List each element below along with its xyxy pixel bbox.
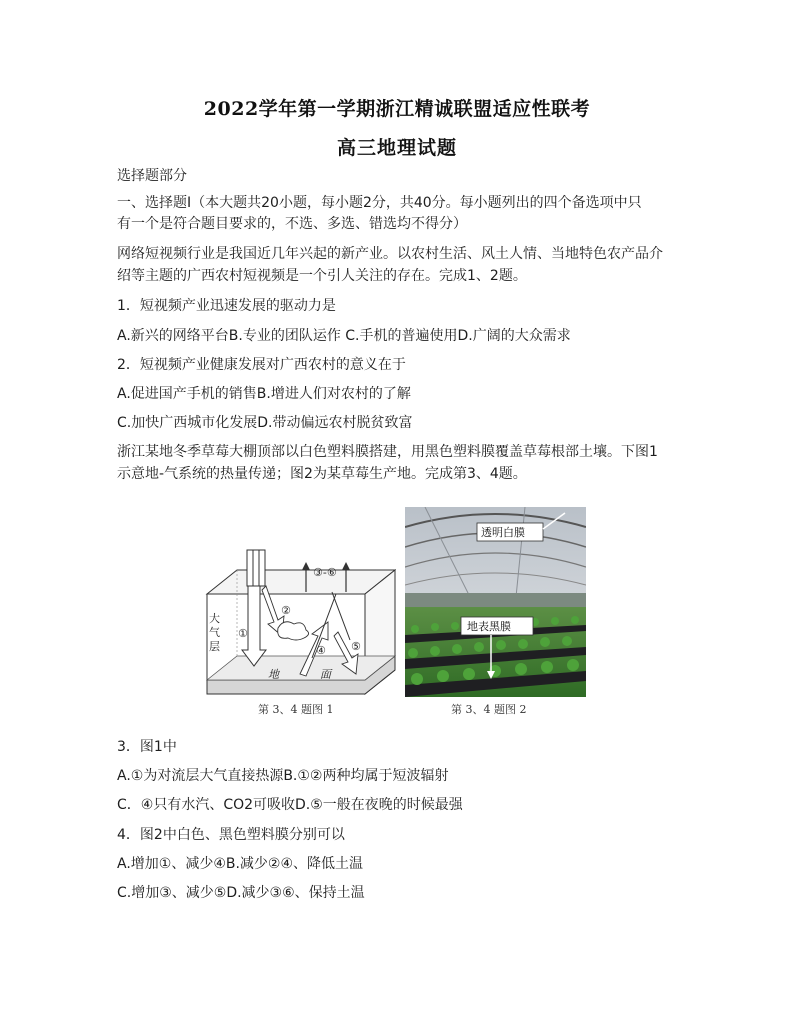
passage1-line2: 绍等主题的广西农村短视频是一个引人关注的存在。完成1、2题。 [117, 268, 527, 284]
figure-2-caption: 第 3、4 题图 2 [451, 703, 527, 716]
question-3-options-line2: C．④只有水汽、CO2可吸收D.⑤一般在夜晚的时候最强 [117, 797, 463, 813]
section-intro-line1: 一、选择题Ⅰ（本大题共20小题，每小题2分，共40分。每小题列出的四个备选项中只 [117, 195, 642, 211]
atmosphere-label-char-3: 层 [209, 640, 220, 653]
section-intro-line2: 有一个是符合题目要求的，不选、多选、错选均不得分） [117, 216, 467, 232]
figure-1-diagram [200, 540, 396, 704]
figure-1-caption: 第 3、4 题图 1 [258, 703, 334, 716]
ground-label-1: 地 [268, 668, 279, 681]
question-1-options: A.新兴的网络平台B.专业的团队运作 C.手机的普遍使用D.广阔的大众需求 [117, 328, 571, 344]
question-3-options-line1: A.①为对流层大气直接热源B.①②两种均属于短波辐射 [117, 768, 449, 784]
solar-radiation-source [247, 550, 265, 586]
atmosphere-label-char-2: 气 [209, 626, 220, 639]
question-2-stem: 2．短视频产业健康发展对广西农村的意义在于 [117, 357, 406, 373]
question-2-options-line2: C.加快广西城市化发展D.带动偏远农村脱贫致富 [117, 415, 413, 431]
marker-3-6: ③-⑥ [313, 566, 337, 579]
back-wall [405, 593, 586, 609]
atmosphere-box-top [207, 570, 395, 594]
label-black-film: 地表黑膜 [467, 620, 511, 633]
marker-5: ⑤ [351, 640, 361, 653]
question-4-options-line2: C.增加③、减少⑤D.减少③⑥、保持土温 [117, 885, 365, 901]
marker-2: ② [281, 604, 291, 617]
figure-1-svg [200, 540, 396, 704]
question-4-stem: 4．图2中白色、黑色塑料膜分别可以 [117, 827, 345, 843]
arrow-up-36-left-head [302, 562, 310, 570]
question-3-stem: 3．图1中 [117, 739, 177, 755]
ground-surface [207, 656, 395, 680]
passage2-line2: 示意地-气系统的热量传递；图2为某草莓生产地。完成第3、4题。 [117, 466, 527, 482]
figure-2-photo [405, 507, 586, 697]
marker-4: ④ [316, 644, 326, 657]
question-1-stem: 1．短视频产业迅速发展的驱动力是 [117, 298, 336, 314]
passage2-line1: 浙江某地冬季草莓大棚顶部以白色塑料膜搭建，用黑色塑料膜覆盖草莓根部土壤。下图1 [117, 444, 658, 460]
exam-subtitle: 高三地理试题 [336, 137, 457, 159]
passage1-line1: 网络短视频行业是我国近几年兴起的新产业。以农村生活、风土人情、当地特色农产品介 [117, 246, 663, 262]
marker-1: ① [238, 627, 248, 640]
question-2-options-line1: A.促进国产手机的销售B.增进人们对农村的了解 [117, 386, 411, 402]
arrow-up-36-right-head [342, 562, 350, 570]
cloud-shape [278, 622, 309, 640]
label-white-film: 透明白膜 [481, 526, 525, 539]
ground-label-2: 面 [320, 668, 331, 681]
section-part-label: 选择题部分 [117, 168, 187, 184]
exam-title: 2022学年第一学期浙江精诚联盟适应性联考 [203, 98, 591, 120]
question-4-options-line1: A.增加①、减少④B.减少②④、降低土温 [117, 856, 364, 872]
atmosphere-label-char-1: 大 [209, 612, 220, 625]
atmosphere-label [209, 612, 220, 654]
